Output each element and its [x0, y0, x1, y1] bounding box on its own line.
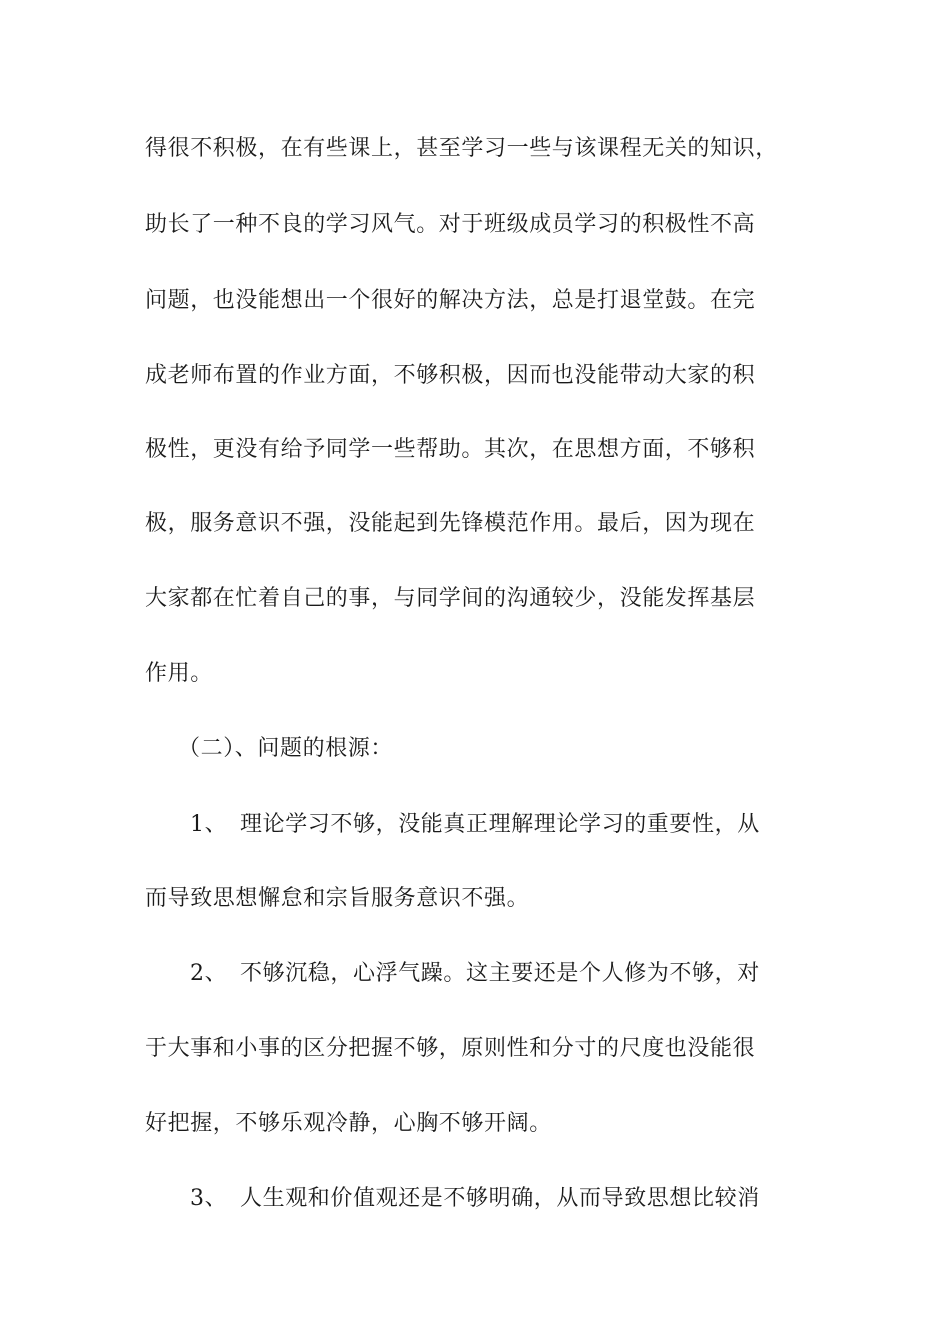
list-item-2	[190, 959, 890, 989]
list-item-number: 2、	[190, 961, 228, 986]
section-heading: （二）、问题的根源：	[178, 736, 394, 761]
paragraph-line: 成老师布置的作业方面，不够积极，因而也没能带动大家的积	[145, 363, 756, 388]
list-item-number: 3、	[190, 1186, 228, 1211]
list-item-text: 人生观和价值观还是不够明确，从而导致思想比较消	[240, 1186, 760, 1211]
paragraph-line: 助长了一种不良的学习风气。对于班级成员学习的积极性不高	[145, 212, 756, 237]
list-item-line: 于大事和小事的区分把握不够，原则性和分寸的尺度也没能很	[145, 1036, 756, 1061]
paragraph-line: 作用。	[145, 661, 213, 686]
list-item-line: 而导致思想懈怠和宗旨服务意识不强。	[145, 886, 530, 911]
list-item-text: 不够沉稳，心浮气躁。这主要还是个人修为不够，对	[240, 961, 760, 986]
paragraph-line: 极，服务意识不强，没能起到先锋模范作用。最后，因为现在	[145, 511, 756, 536]
paragraph-line: 极性，更没有给予同学一些帮助。其次，在思想方面，不够积	[145, 437, 756, 462]
paragraph-line: 大家都在忙着自己的事，与同学间的沟通较少，没能发挥基层	[145, 586, 756, 611]
list-item-1	[190, 810, 890, 840]
paragraph-line: 问题，也没能想出一个很好的解决方法，总是打退堂鼓。在完	[145, 288, 756, 313]
list-item-3	[190, 1184, 890, 1214]
paragraph-line: 得很不积极，在有些课上，甚至学习一些与该课程无关的知识，	[145, 136, 778, 161]
list-item-text: 理论学习不够，没能真正理解理论学习的重要性，从	[240, 812, 760, 837]
list-item-line: 好把握，不够乐观冷静，心胸不够开阔。	[145, 1111, 552, 1136]
list-item-number: 1、	[190, 812, 228, 837]
